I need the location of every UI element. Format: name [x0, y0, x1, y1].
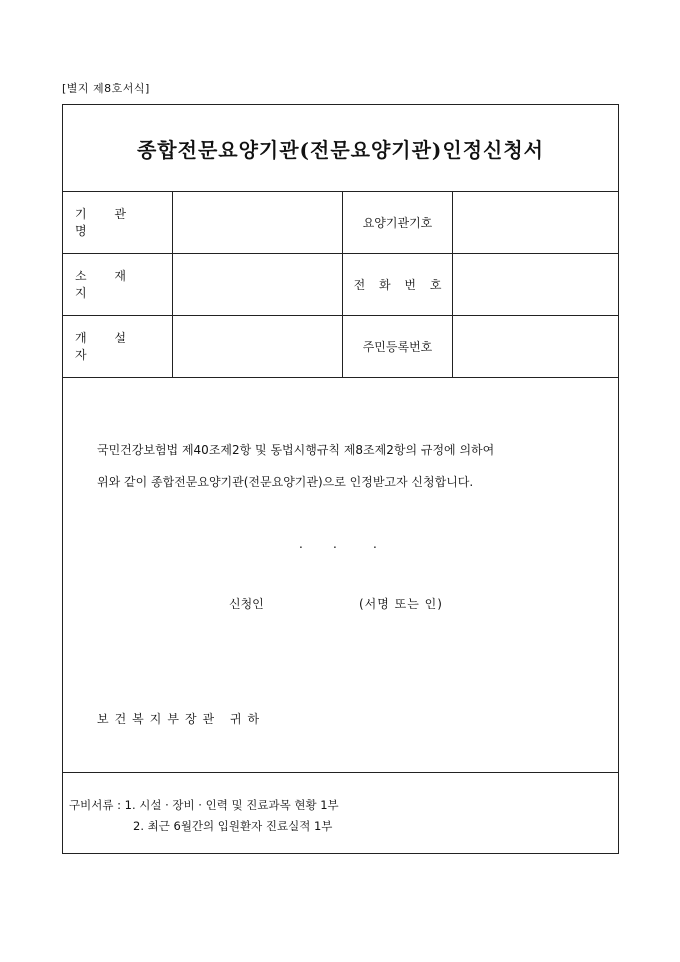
phone-label: 전 화 번 호: [342, 253, 452, 315]
founder-row: [63, 315, 618, 378]
form-title: 종합전문요양기관(전문요양기관)인정신청서: [136, 137, 544, 162]
location-label: 소 재 지: [75, 269, 138, 300]
founder-field[interactable]: [172, 315, 342, 377]
resident-number-field[interactable]: [452, 315, 618, 377]
title-row: [63, 105, 618, 192]
institution-row: [63, 191, 618, 254]
founder-label: 개 설 자: [75, 331, 138, 362]
statement-section: [63, 377, 618, 773]
institution-code-field[interactable]: [452, 191, 618, 253]
applicant-label: 신청인: [229, 597, 264, 611]
institution-name-label: 기 관 명: [75, 207, 138, 238]
documents-line-1: [69, 797, 339, 813]
institution-code-label: 요양기관기호: [342, 191, 452, 253]
statement-line-1: 국민건강보험법 제40조제2항 및 동법시행규칙 제8조제2항의 규정에 의하여: [97, 443, 495, 457]
date-year-dot[interactable]: .: [299, 537, 303, 551]
recipient: 보건복지부장관 귀하: [97, 712, 266, 726]
documents-prefix: 구비서류 :: [69, 798, 125, 812]
resident-number-label: 주민등록번호: [342, 315, 452, 377]
location-field[interactable]: [172, 253, 342, 315]
form-number-label: [별지 제8호서식]: [62, 82, 150, 95]
statement-line-2: 위와 같이 종합전문요양기관(전문요양기관)으로 인정받고자 신청합니다.: [97, 475, 474, 489]
location-row: [63, 253, 618, 316]
application-form: [62, 104, 619, 854]
date-day-dot[interactable]: .: [373, 537, 377, 551]
institution-name-field[interactable]: [172, 191, 342, 253]
document-item-1: 1. 시설 · 장비 · 인력 및 진료과목 현황 1부: [124, 798, 339, 812]
phone-field[interactable]: [452, 253, 618, 315]
signature-note[interactable]: (서명 또는 인): [359, 597, 443, 611]
date-month-dot[interactable]: .: [333, 537, 337, 551]
document-item-2: 2. 최근 6월간의 입원환자 진료실적 1부: [133, 819, 333, 833]
